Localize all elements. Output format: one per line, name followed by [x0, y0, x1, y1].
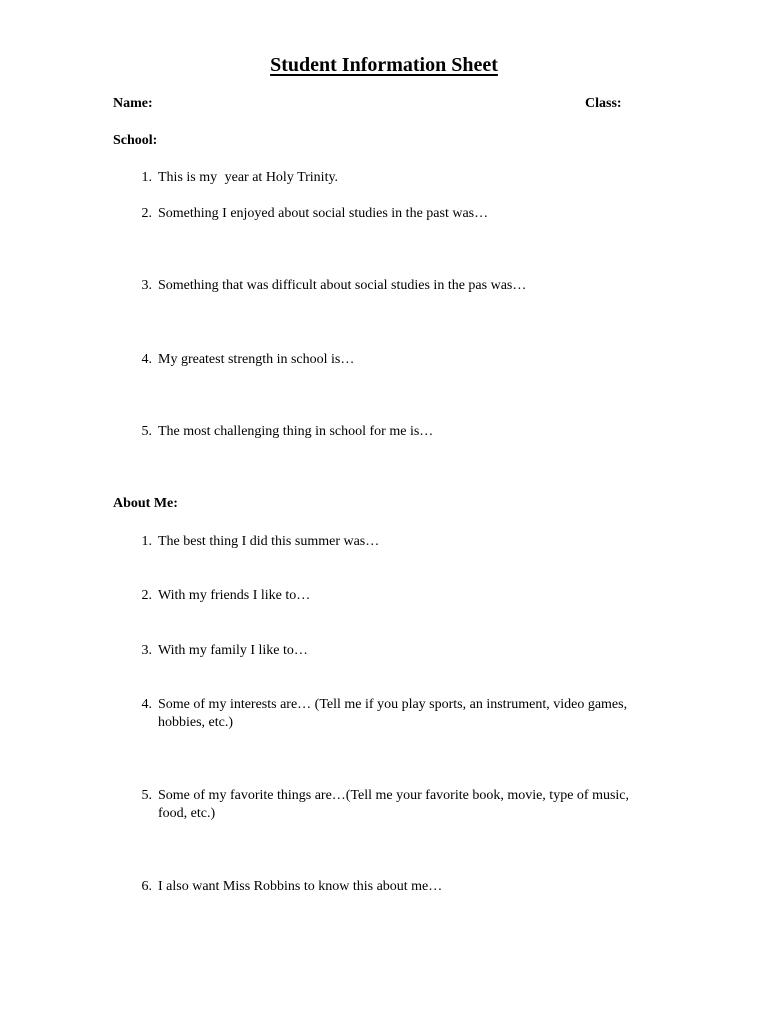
question-number: 4.: [141, 352, 152, 367]
question-number: 3.: [141, 278, 152, 293]
question-text: With my friends I like to…: [158, 588, 311, 603]
question-number: 3.: [141, 643, 152, 658]
question-number: 2.: [141, 588, 152, 603]
question-number: 5.: [141, 424, 152, 439]
question-text: I also want Miss Robbins to know this about me…: [158, 879, 443, 894]
name-label: Name:: [113, 96, 153, 111]
question-text-before: This is my: [158, 170, 218, 185]
question-text: Some of my favorite things are…(Tell me your favorite book, movie, type of music, food, etc.): [158, 788, 630, 821]
question-number: 1.: [141, 534, 152, 549]
question-text: With my family I like to…: [158, 643, 308, 658]
question-number: 2.: [141, 206, 152, 221]
question-text: The most challenging thing in school for me is…: [158, 424, 434, 439]
question-number: 1.: [141, 170, 152, 185]
about-me-heading: About Me:: [113, 496, 178, 511]
question-number: 6.: [141, 879, 152, 894]
question-text: Something I enjoyed about social studies in the past was…: [158, 206, 489, 221]
question-text: The best thing I did this summer was…: [158, 534, 380, 549]
question-text: My greatest strength in school is…: [158, 352, 355, 367]
question-text: Something that was difficult about social studies in the pas was…: [158, 278, 527, 293]
question-text: Some of my interests are… (Tell me if you play sports, an instrument, video games, hobbies, etc.): [158, 697, 628, 730]
class-label: Class:: [585, 96, 622, 111]
question-number: 5.: [141, 788, 152, 803]
question-text-after: year at Holy Trinity.: [224, 170, 339, 185]
question-text: [158, 169, 654, 187]
page-title: Student Information Sheet: [270, 54, 498, 76]
question-number: 4.: [141, 697, 152, 712]
school-heading: School:: [113, 133, 158, 148]
